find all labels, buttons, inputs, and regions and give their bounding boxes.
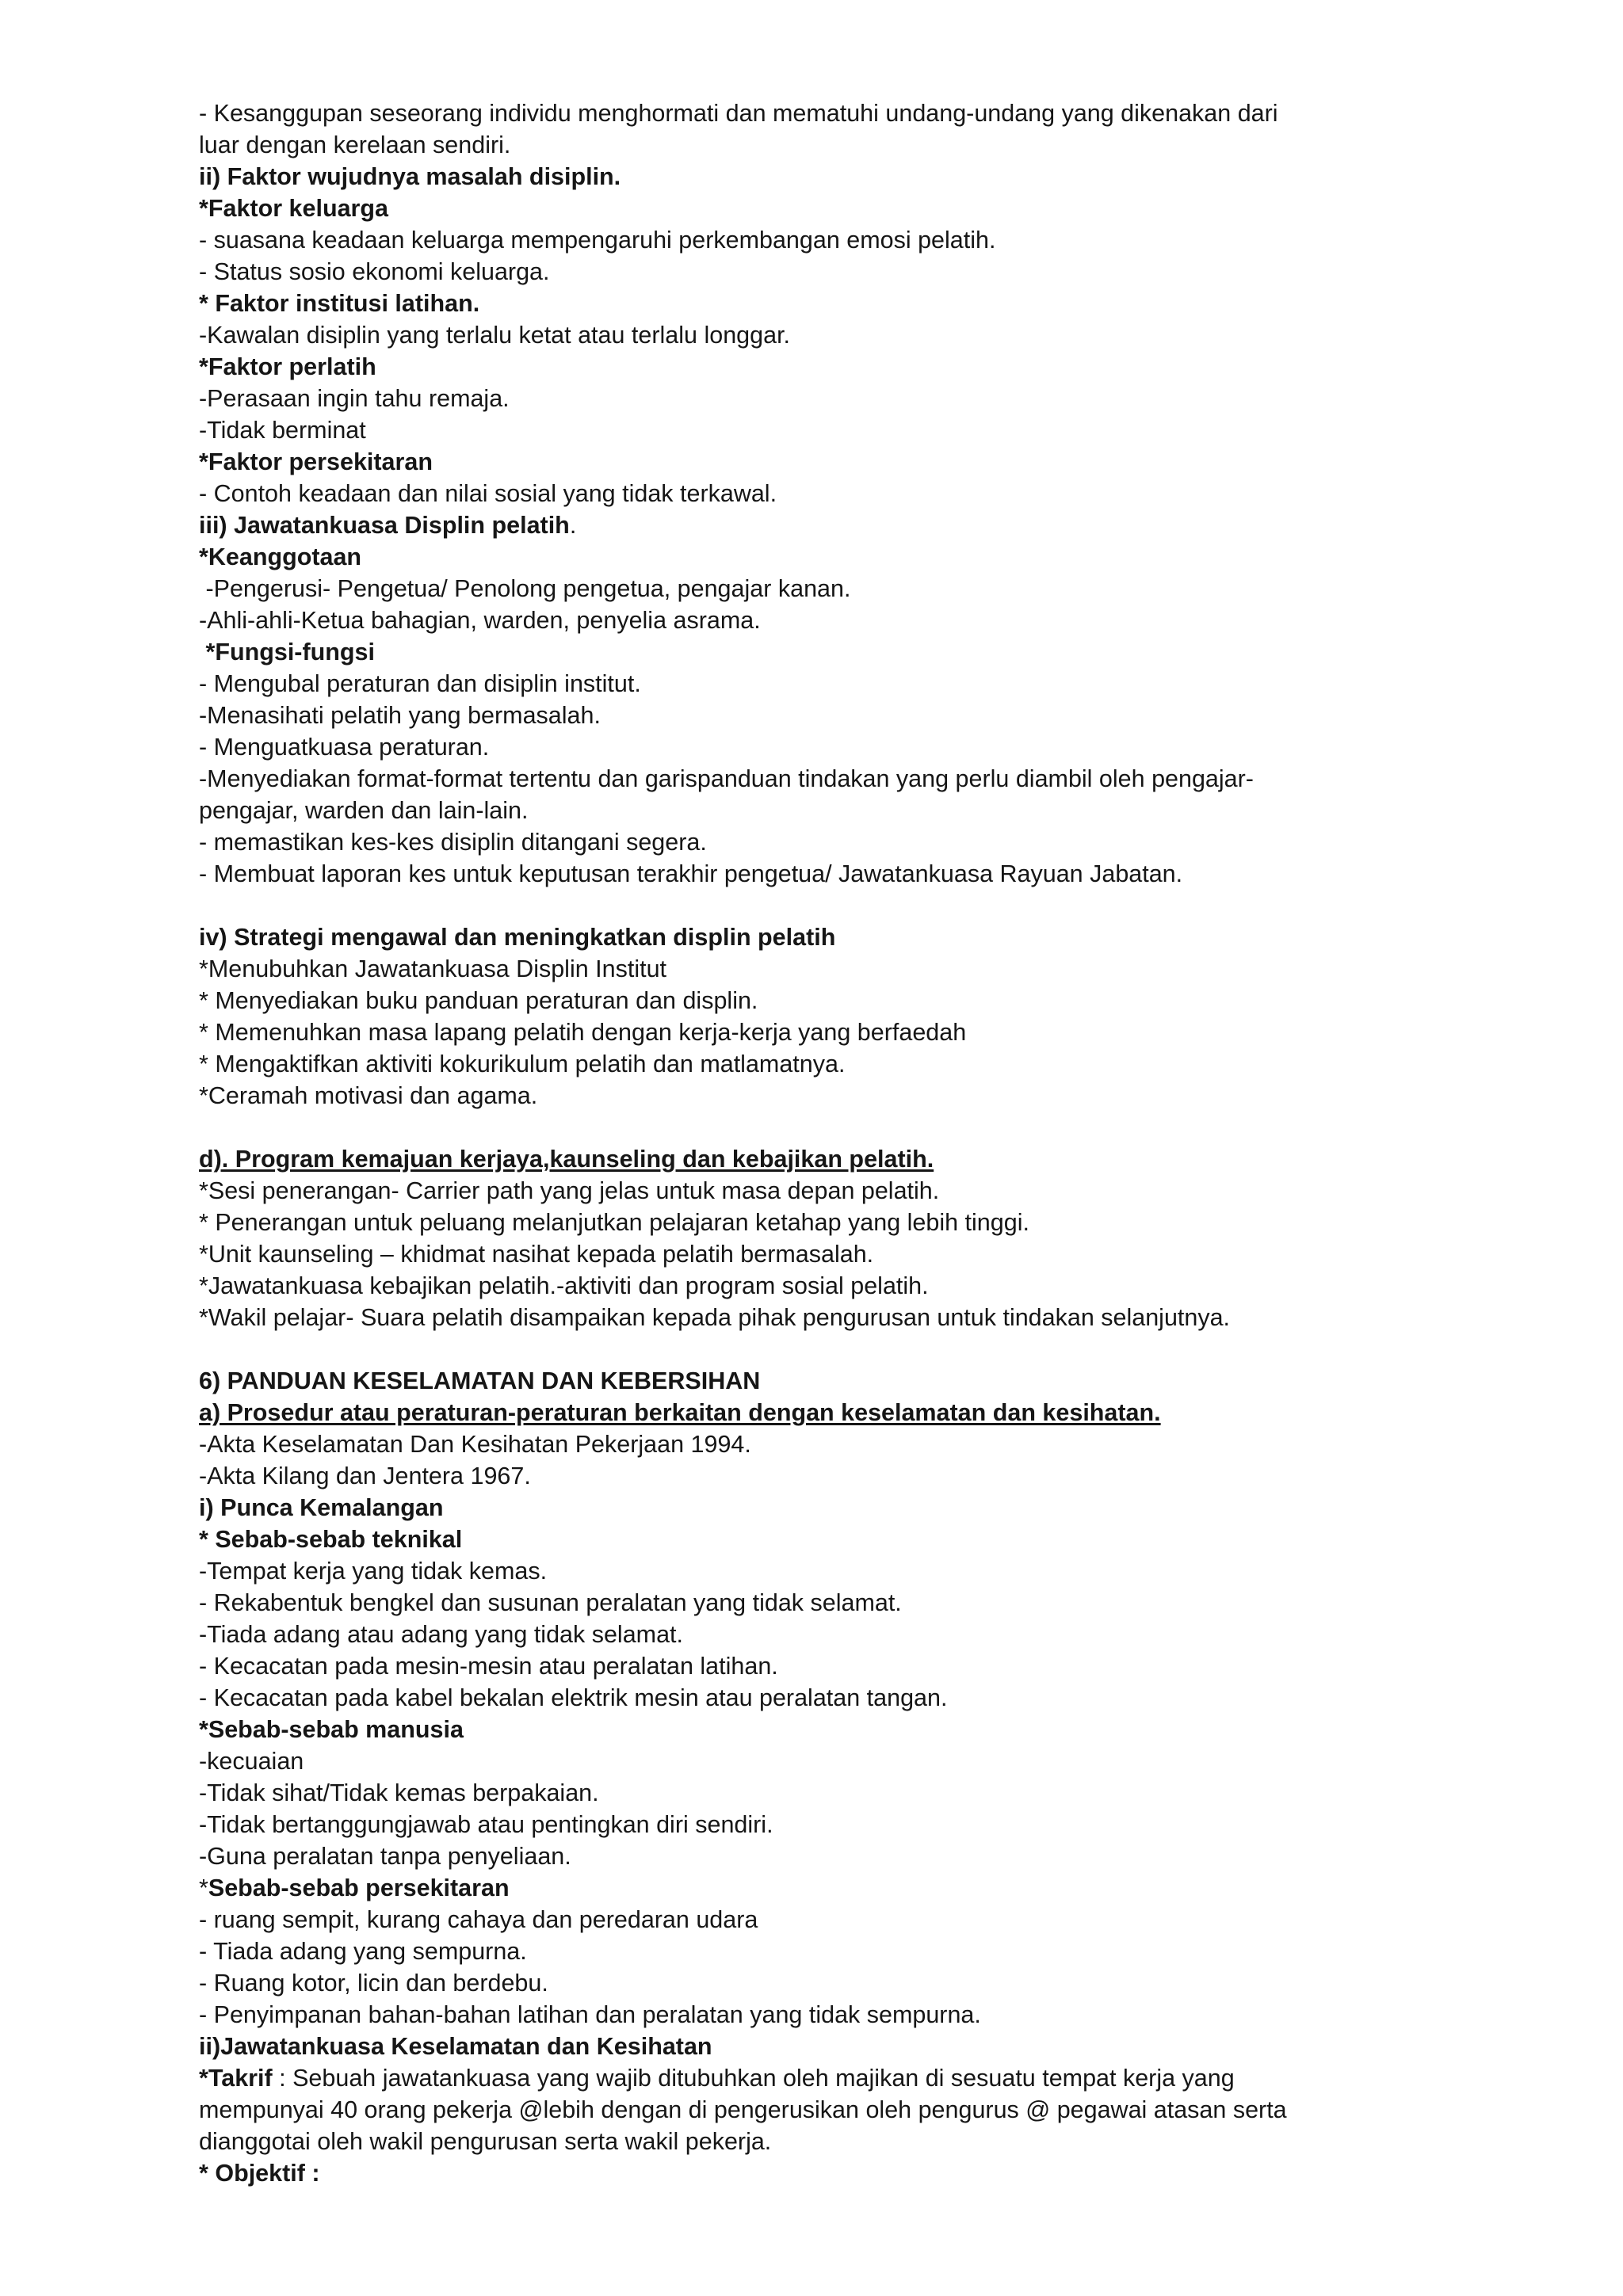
line-text: * <box>199 1875 208 1901</box>
line-text: -Menyediakan format-format tertentu dan garispanduan tindakan yang perlu diambil oleh pengajar- <box>199 765 1254 792</box>
text-line <box>199 541 1451 573</box>
line-text: d). Program kemajuan kerjaya,kaunseling dan kebajikan pelatih. <box>199 1146 934 1173</box>
line-text: *Faktor perlatih <box>199 353 376 380</box>
line-text: -Tidak bertanggungjawab atau pentingkan diri sendiri. <box>199 1811 773 1838</box>
line-text: - Menguatkuasa peraturan. <box>199 734 490 761</box>
text-line <box>199 319 1451 351</box>
text-line <box>199 1238 1451 1270</box>
text-line <box>199 953 1451 985</box>
line-text: - Membuat laporan kes untuk keputusan terakhir pengetua/ Jawatankuasa Rayuan Jabatan. <box>199 860 1183 887</box>
text-line <box>199 1080 1451 1112</box>
text-line <box>199 1428 1451 1460</box>
text-line <box>199 97 1451 129</box>
text-line <box>199 383 1451 414</box>
text-line <box>199 921 1451 953</box>
text-line <box>199 2062 1451 2094</box>
text-line <box>199 2094 1451 2126</box>
line-text: -Ahli-ahli-Ketua bahagian, warden, penyelia asrama. <box>199 607 761 634</box>
line-text: iv) Strategi mengawal dan meningkatkan displin pelatih <box>199 924 836 951</box>
line-text: - Mengubal peraturan dan disiplin institut. <box>199 670 641 697</box>
line-text: -Tidak sihat/Tidak kemas berpakaian. <box>199 1779 599 1806</box>
line-text: a) Prosedur atau peraturan-peraturan berkaitan dengan keselamatan dan kesihatan. <box>199 1399 1161 1426</box>
line-text: * Sebab-sebab teknikal <box>199 1526 463 1553</box>
line-text: *Ceramah motivasi dan agama. <box>199 1082 538 1109</box>
line-text: *Unit kaunseling – khidmat nasihat kepada pelatih bermasalah. <box>199 1241 874 1268</box>
text-line <box>199 2157 1451 2189</box>
line-text: - Tiada adang yang sempurna. <box>199 1938 527 1965</box>
text-line <box>199 1143 1451 1175</box>
text-line <box>199 1016 1451 1048</box>
blank-line <box>199 1333 1451 1365</box>
line-text: -Perasaan ingin tahu remaja. <box>199 385 510 412</box>
text-line <box>199 1397 1451 1428</box>
line-text: * Mengaktifkan aktiviti kokurikulum pelatih dan matlamatnya. <box>199 1051 846 1077</box>
line-text: -kecuaian <box>199 1748 304 1775</box>
line-text: - Kesanggupan seseorang individu menghormati dan mematuhi undang-undang yang dikenakan dari <box>199 100 1278 127</box>
text-line <box>199 731 1451 763</box>
line-text: - memastikan kes-kes disiplin ditangani segera. <box>199 829 707 856</box>
document-body <box>199 97 1451 2189</box>
line-text: - Kecacatan pada kabel bekalan elektrik mesin atau peralatan tangan. <box>199 1684 948 1711</box>
text-line <box>199 193 1451 224</box>
line-text: * Memenuhkan masa lapang pelatih dengan kerja-kerja yang berfaedah <box>199 1019 967 1046</box>
line-text: i) Punca Kemalangan <box>199 1494 444 1521</box>
text-line <box>199 224 1451 256</box>
text-line <box>199 1714 1451 1745</box>
line-text: -Pengerusi- Pengetua/ Penolong pengetua, pengajar kanan. <box>199 575 851 602</box>
line-text: - ruang sempit, kurang cahaya dan peredaran udara <box>199 1906 758 1933</box>
text-line <box>199 1207 1451 1238</box>
line-text: -Tidak berminat <box>199 417 366 444</box>
text-line <box>199 668 1451 700</box>
text-line <box>199 763 1451 795</box>
line-text: *Menubuhkan Jawatankuasa Displin Institut <box>199 955 667 982</box>
line-text: * Faktor institusi latihan. <box>199 290 480 317</box>
text-line <box>199 129 1451 161</box>
line-tail-text: . <box>569 512 577 539</box>
line-text: - suasana keadaan keluarga mempengaruhi perkembangan emosi pelatih. <box>199 227 996 254</box>
text-line <box>199 1809 1451 1840</box>
text-line <box>199 509 1451 541</box>
line-text: - Ruang kotor, licin dan berdebu. <box>199 1970 548 1997</box>
line-text: *Jawatankuasa kebajikan pelatih.-aktiviti dan program sosial pelatih. <box>199 1272 929 1299</box>
line-text: *Takrif <box>199 2065 273 2092</box>
line-text: 6) PANDUAN KESELAMATAN DAN KEBERSIHAN <box>199 1367 761 1394</box>
text-line <box>199 256 1451 288</box>
text-line <box>199 826 1451 858</box>
text-line <box>199 288 1451 319</box>
text-line <box>199 605 1451 636</box>
line-text: *Sesi penerangan- Carrier path yang jelas untuk masa depan pelatih. <box>199 1177 940 1204</box>
line-text: -Menasihati pelatih yang bermasalah. <box>199 702 601 729</box>
line-text: *Sebab-sebab manusia <box>199 1716 464 1743</box>
line-tail-text: Sebab-sebab persekitaran <box>208 1875 510 1901</box>
line-text: *Faktor keluarga <box>199 195 389 222</box>
line-tail-text: : Sebuah jawatankuasa yang wajib ditubuhkan oleh majikan di sesuatu tempat kerja yang <box>272 2065 1235 2092</box>
text-line <box>199 1872 1451 1904</box>
text-line <box>199 1048 1451 1080</box>
text-line <box>199 446 1451 478</box>
text-line <box>199 1999 1451 2031</box>
line-text: - Kecacatan pada mesin-mesin atau peralatan latihan. <box>199 1653 778 1680</box>
line-text: ii)Jawatankuasa Keselamatan dan Kesihatan <box>199 2033 712 2060</box>
text-line <box>199 478 1451 509</box>
text-line <box>199 161 1451 193</box>
line-text: mempunyai 40 orang pekerja @lebih dengan di pengerusikan oleh pengurus @ pegawai atasan serta <box>199 2096 1287 2123</box>
text-line <box>199 1777 1451 1809</box>
line-text: - Rekabentuk bengkel dan susunan peralatan yang tidak selamat. <box>199 1589 902 1616</box>
line-text: -Tempat kerja yang tidak kemas. <box>199 1558 548 1585</box>
text-line <box>199 1650 1451 1682</box>
text-line <box>199 2031 1451 2062</box>
line-text: iii) Jawatankuasa Displin pelatih <box>199 512 570 539</box>
line-text: *Wakil pelajar- Suara pelatih disampaikan kepada pihak pengurusan untuk tindakan selanjutnya. <box>199 1304 1231 1331</box>
text-line <box>199 700 1451 731</box>
text-line <box>199 795 1451 826</box>
text-line <box>199 1936 1451 1967</box>
text-line <box>199 1555 1451 1587</box>
text-line <box>199 985 1451 1016</box>
text-line <box>199 1587 1451 1619</box>
text-line <box>199 573 1451 605</box>
text-line <box>199 1270 1451 1302</box>
line-text: -Akta Kilang dan Jentera 1967. <box>199 1463 531 1489</box>
text-line <box>199 1904 1451 1936</box>
text-line <box>199 1840 1451 1872</box>
text-line <box>199 1302 1451 1333</box>
text-line <box>199 858 1451 890</box>
text-line <box>199 2126 1451 2157</box>
line-text: *Faktor persekitaran <box>199 448 433 475</box>
text-line <box>199 414 1451 446</box>
text-line <box>199 351 1451 383</box>
line-text: - Penyimpanan bahan-bahan latihan dan peralatan yang tidak sempurna. <box>199 2001 981 2028</box>
text-line <box>199 1365 1451 1397</box>
line-text: * Penerangan untuk peluang melanjutkan pelajaran ketahap yang lebih tinggi. <box>199 1209 1029 1236</box>
text-line <box>199 1682 1451 1714</box>
blank-line <box>199 890 1451 921</box>
text-line <box>199 1175 1451 1207</box>
text-line <box>199 1460 1451 1492</box>
blank-line <box>199 1112 1451 1143</box>
line-text: -Kawalan disiplin yang terlalu ketat atau terlalu longgar. <box>199 322 791 349</box>
text-line <box>199 1524 1451 1555</box>
line-text: * Menyediakan buku panduan peraturan dan displin. <box>199 987 758 1014</box>
line-text: dianggotai oleh wakil pengurusan serta wakil pekerja. <box>199 2128 772 2155</box>
text-line <box>199 1619 1451 1650</box>
line-text: *Fungsi-fungsi <box>199 639 375 666</box>
line-text: pengajar, warden dan lain-lain. <box>199 797 529 824</box>
text-line <box>199 1967 1451 1999</box>
text-line <box>199 1745 1451 1777</box>
line-text: -Tiada adang atau adang yang tidak selamat. <box>199 1621 683 1648</box>
line-text: * Objektif : <box>199 2160 320 2187</box>
line-text: luar dengan kerelaan sendiri. <box>199 132 511 158</box>
line-text: *Keanggotaan <box>199 543 362 570</box>
text-line <box>199 636 1451 668</box>
line-text: -Guna peralatan tanpa penyeliaan. <box>199 1843 571 1870</box>
line-text: ii) Faktor wujudnya masalah disiplin. <box>199 163 621 190</box>
line-text: - Contoh keadaan dan nilai sosial yang tidak terkawal. <box>199 480 777 507</box>
line-text: - Status sosio ekonomi keluarga. <box>199 258 550 285</box>
line-text: -Akta Keselamatan Dan Kesihatan Pekerjaan 1994. <box>199 1431 751 1458</box>
text-line <box>199 1492 1451 1524</box>
